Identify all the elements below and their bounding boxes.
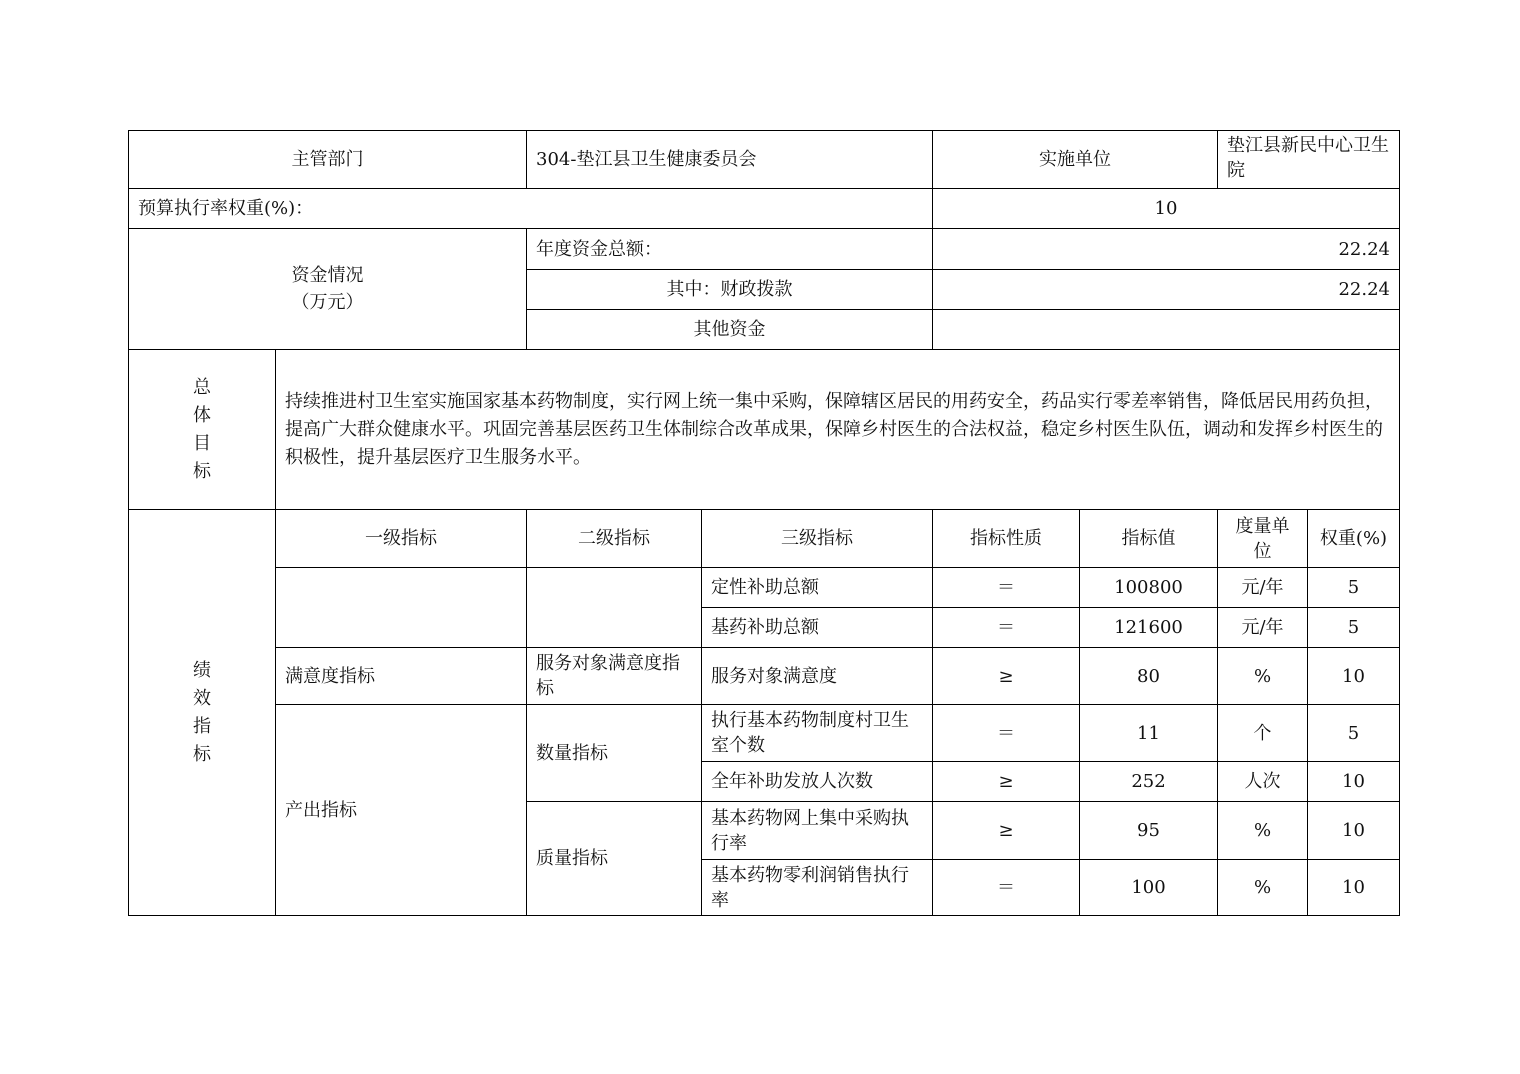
col-header-level1: 一级指标 [276, 510, 527, 568]
funds-other-label: 其他资金 [527, 310, 933, 350]
unit-cell: % [1218, 802, 1308, 860]
goal-label-char: 目 [193, 432, 211, 454]
level3-cell: 全年补助发放人次数 [702, 762, 933, 802]
unit-cell: 个 [1218, 705, 1308, 762]
weight-cell: 10 [1308, 802, 1400, 860]
col-header-level2: 二级指标 [527, 510, 702, 568]
value-cell: 252 [1080, 762, 1218, 802]
indicators-label [129, 510, 276, 916]
weight-cell: 5 [1308, 705, 1400, 762]
value-cell: 121600 [1080, 608, 1218, 648]
value-cell: 95 [1080, 802, 1218, 860]
value-cell: 80 [1080, 648, 1218, 705]
level1-cell: 满意度指标 [276, 648, 527, 705]
level1-cell [276, 568, 527, 648]
funds-label-line2: （万元） [291, 292, 364, 313]
indicators-label-char: 指 [193, 715, 211, 737]
impl-value: 垫江县新民中心卫生院 [1218, 131, 1400, 189]
col-header-unit: 度量单位 [1218, 510, 1308, 568]
unit-cell: 人次 [1218, 762, 1308, 802]
budget-rate-value: 10 [933, 189, 1400, 229]
col-header-level3: 三级指标 [702, 510, 933, 568]
funds-total-value: 22.24 [933, 229, 1400, 270]
header-row [129, 131, 1400, 189]
funds-fiscal-value: 22.24 [933, 270, 1400, 310]
level3-cell: 执行基本药物制度村卫生室个数 [702, 705, 933, 762]
funds-row [129, 229, 1400, 270]
unit-cell: % [1218, 860, 1308, 916]
weight-cell: 5 [1308, 608, 1400, 648]
level2-cell: 数量指标 [527, 705, 702, 802]
unit-cell: % [1218, 648, 1308, 705]
level3-cell: 基本药物网上集中采购执行率 [702, 802, 933, 860]
level1-cell: 产出指标 [276, 705, 527, 916]
level2-cell: 质量指标 [527, 802, 702, 916]
dept-value: 304-垫江县卫生健康委员会 [527, 131, 933, 189]
weight-cell: 10 [1308, 762, 1400, 802]
value-cell: 11 [1080, 705, 1218, 762]
funds-label-line1: 资金情况 [291, 265, 364, 286]
goal-text: 持续推进村卫生室实施国家基本药物制度，实行网上统一集中采购，保障辖区居民的用药安全，药品实行零差率销售，降低居民用药负担，提高广大群众健康水平。巩固完善基层医药卫生体制综合改革成果，保障乡村医生的合法权益，稳定乡村医生队伍，调动和发挥乡村医生的积极性，提升基层医疗卫生服务水平。 [276, 350, 1400, 510]
performance-goal-table [128, 130, 1400, 916]
weight-cell: 10 [1308, 860, 1400, 916]
weight-cell: 5 [1308, 568, 1400, 608]
level3-cell: 基本药物零利润销售执行率 [702, 860, 933, 916]
nature-cell: ＝ [933, 705, 1080, 762]
goal-label [129, 350, 276, 510]
indicator-row [129, 568, 1400, 608]
funds-label [129, 229, 527, 350]
nature-cell: ≥ [933, 802, 1080, 860]
weight-cell: 10 [1308, 648, 1400, 705]
budget-rate-label: 预算执行率权重(%)： [129, 189, 933, 229]
unit-cell: 元/年 [1218, 568, 1308, 608]
indicator-header-row [129, 510, 1400, 568]
value-cell: 100800 [1080, 568, 1218, 608]
goal-label-char: 标 [193, 460, 211, 482]
value-cell: 100 [1080, 860, 1218, 916]
indicators-label-char: 标 [193, 743, 211, 765]
unit-cell: 元/年 [1218, 608, 1308, 648]
nature-cell: ＝ [933, 860, 1080, 916]
dept-label: 主管部门 [129, 131, 527, 189]
funds-total-label: 年度资金总额： [527, 229, 933, 270]
indicator-row [129, 648, 1400, 705]
level3-cell: 定性补助总额 [702, 568, 933, 608]
indicator-row [129, 705, 1400, 762]
impl-label: 实施单位 [933, 131, 1218, 189]
nature-cell: ＝ [933, 568, 1080, 608]
goal-row [129, 350, 1400, 510]
performance-table-page [128, 130, 1400, 916]
funds-fiscal-label: 其中：财政拨款 [527, 270, 933, 310]
indicators-label-char: 效 [193, 687, 211, 709]
level3-cell: 基药补助总额 [702, 608, 933, 648]
level2-cell [527, 568, 702, 648]
col-header-value: 指标值 [1080, 510, 1218, 568]
nature-cell: ≥ [933, 648, 1080, 705]
budget-rate-row [129, 189, 1400, 229]
nature-cell: ≥ [933, 762, 1080, 802]
level2-cell: 服务对象满意度指标 [527, 648, 702, 705]
funds-other-value [933, 310, 1400, 350]
col-header-weight: 权重(%) [1308, 510, 1400, 568]
col-header-nature: 指标性质 [933, 510, 1080, 568]
level3-cell: 服务对象满意度 [702, 648, 933, 705]
goal-label-char: 体 [193, 404, 211, 426]
indicators-label-char: 绩 [193, 659, 211, 681]
nature-cell: ＝ [933, 608, 1080, 648]
goal-label-char: 总 [193, 376, 211, 398]
